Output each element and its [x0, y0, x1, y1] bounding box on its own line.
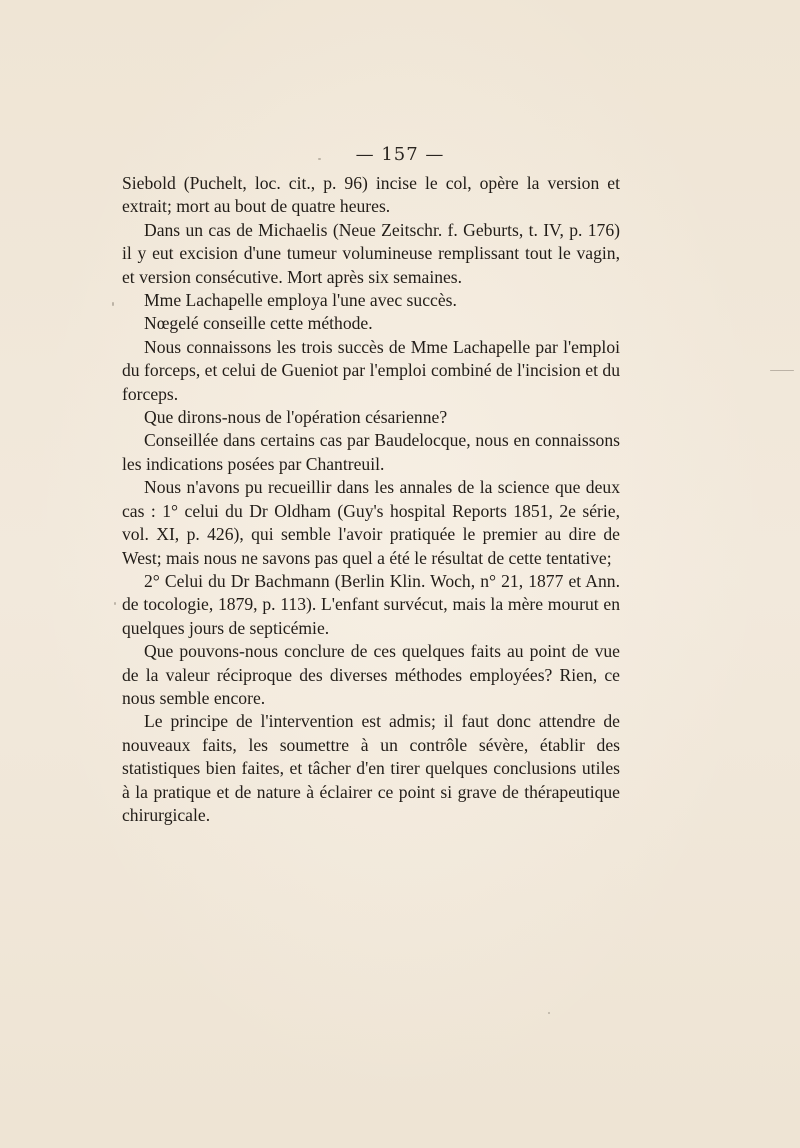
paragraph-cesarean-question: Que dirons-nous de l'opération césarienne?: [144, 407, 448, 428]
page-number: — 157 —: [355, 144, 445, 165]
paragraph-naegele: Nœgelé conseille cette méthode.: [144, 313, 373, 334]
paper-speck: [114, 602, 116, 605]
paragraph-conclusion-question: Que pouvons-nous conclure de ces quelques faits au point de vue de la valeur réciproque des diverses méthodes employées? Rien, ce nous semble encore.: [122, 641, 620, 708]
body-text: [122, 172, 620, 827]
paragraph-baudelocque: Conseillée dans certains cas par Baudelocque, nous en connaissons les indications posées par Chantreuil.: [122, 430, 620, 474]
paragraph-lachapelle: Mme Lachapelle employa l'une avec succès.: [144, 290, 457, 311]
paragraph-forceps-successes: Nous connaissons les trois succès de Mme Lachapelle par l'emploi du forceps, et celui de Gueniot par l'emploi combiné de l'incision et du forceps.: [122, 336, 620, 404]
paragraph-michaelis: Dans un cas de Michaelis (Neue Zeitschr. f. Geburts, t. IV, p. 176) il y eut excision d'une tumeur volumineuse remplissant tout le vagin, et version consécutive. Mort après six semaines.: [122, 219, 620, 287]
paragraph-bachmann-case: 2° Celui du Dr Bachmann (Berlin Klin. Woch, n° 21, 1877 et Ann. de tocologie, 1879, p. 113). L'enfant survécut, mais la mère mourut en quelques jours de septicémie.: [122, 570, 620, 638]
paper-speck: [770, 370, 794, 371]
paragraph-siebold: Siebold (Puchelt, loc. cit., p. 96) incise le col, opère la version et extrait; mort au bout de quatre heures.: [122, 173, 620, 217]
paragraph-intervention-principle: Le principe de l'intervention est admis; il faut donc attendre de nouveaux faits, les soumettre à un contrôle sévère, établir des statistiques bien faites, et tâcher d'en tirer quelques conclusions utiles à la pratique et de nature à éclairer ce point si grave de thérapeutique chirurgicale.: [122, 711, 620, 825]
paper-speck: [112, 302, 114, 306]
paper-speck: [548, 1012, 550, 1014]
paragraph-oldham-case: Nous n'avons pu recueillir dans les annales de la science que deux cas : 1° celui du Dr Oldham (Guy's hospital Reports 1851, 2e série, vol. XI, p. 426), qui semble l'avoir pratiquée le premier au dire de West; mais nous ne savons pas quel a été le résultat de cette tentative;: [122, 477, 620, 568]
paper-speck: [318, 158, 321, 160]
